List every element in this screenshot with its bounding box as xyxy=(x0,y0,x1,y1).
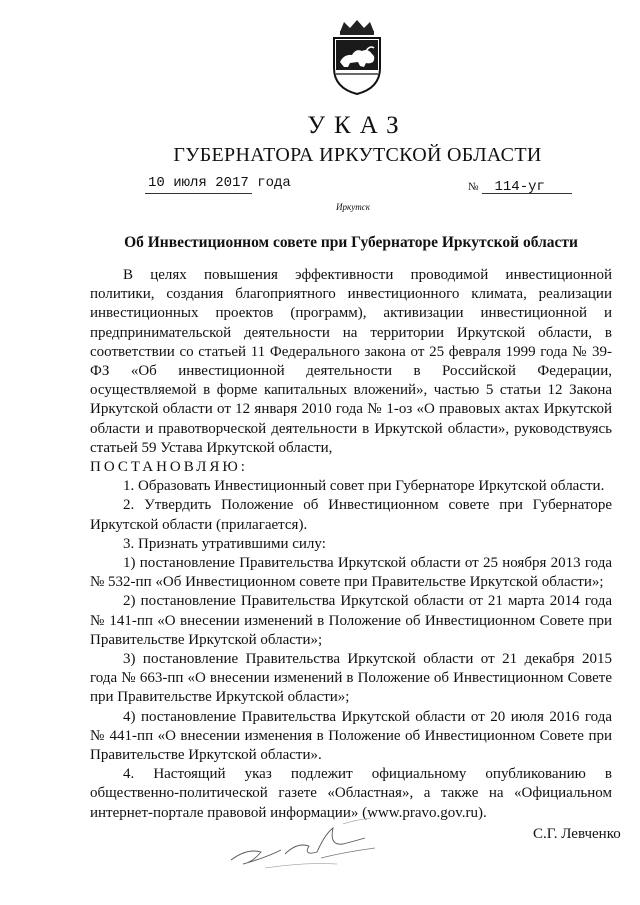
date-underline xyxy=(145,193,252,194)
item-3: 3. Признать утратившими силу: xyxy=(123,535,326,552)
signer-name: С.Г. Левченко xyxy=(533,826,621,842)
number-prefix: № xyxy=(468,181,479,193)
number-underline xyxy=(482,193,572,194)
issuer-subtitle: ГУБЕРНАТОРА ИРКУТСКОЙ ОБЛАСТИ xyxy=(173,144,542,166)
document-date: 10 июля 2017 года xyxy=(148,175,291,191)
number-value: 114-уг xyxy=(494,179,545,195)
subitem-4: 4) постановление Правительства Иркутской области от 20 июля 2016 года № 441-пп «О внесении изменения в Положение об Инвестиционном Совете при Правительстве Иркутской области». xyxy=(90,708,612,764)
document-body xyxy=(90,266,612,823)
subitem-3: 3) постановление Правительства Иркутской области от 21 декабря 2015 года № 663-пп «О внесении изменений в Положение об Инвестиционном Совете при Правительстве Иркутской области»; xyxy=(90,651,612,706)
item-4: 4. Настоящий указ подлежит официальному опубликованию в общественно-политической газете «Областная», а также на «Официальном интернет-портале правовой информации» (www.pravo.gov.ru). xyxy=(90,766,612,821)
subitem-2: 2) постановление Правительства Иркутской области от 21 марта 2014 года № 141-пп «О внесении изменений в Положение об Инвестиционном Совете при Правительстве Иркутской области»; xyxy=(90,593,612,648)
document-heading: Об Инвестиционном совете при Губернаторе Иркутской области xyxy=(124,234,578,251)
document-title: УКАЗ xyxy=(307,112,408,139)
item-1: 1. Образовать Инвестиционный совет при Губернаторе Иркутской области. xyxy=(123,478,605,495)
handwritten-signature xyxy=(225,812,395,874)
preamble-paragraph: В целях повышения эффективности проводимой инвестиционной политики, создания благоприятного инвестиционного климата, реализации инвестиционных проектов (программ), активизации инвестиционной и предпринимательской деятельности на территории Иркутской области, в соответствии со статьей 11 Федерального закона от 25 февраля 1999 года № 39-ФЗ «Об инвестиционной деятельности в Российской Федерации, осуществляемой в форме капитальных вложений», частью 5 статьи 12 Закона Иркутской области от 12 января 2010 года № 1-оз «О правовых актах Иркутской области и правотворческой деятельности в Иркутской области», руководствуясь статьей 59 Устава Иркутской области, xyxy=(90,267,612,456)
subitem-1: 1) постановление Правительства Иркутской области от 25 ноября 2013 года № 532-пп «Об Инвестиционном совете при Правительстве Иркутской области»; xyxy=(90,555,612,591)
decree-word: ПОСТАНОВЛЯЮ: xyxy=(90,459,248,476)
coat-of-arms-icon xyxy=(326,18,388,96)
document-city: Иркутск xyxy=(336,202,370,212)
item-2: 2. Утвердить Положение об Инвестиционном совете при Губернаторе Иркутской области (прилагается). xyxy=(90,497,612,533)
